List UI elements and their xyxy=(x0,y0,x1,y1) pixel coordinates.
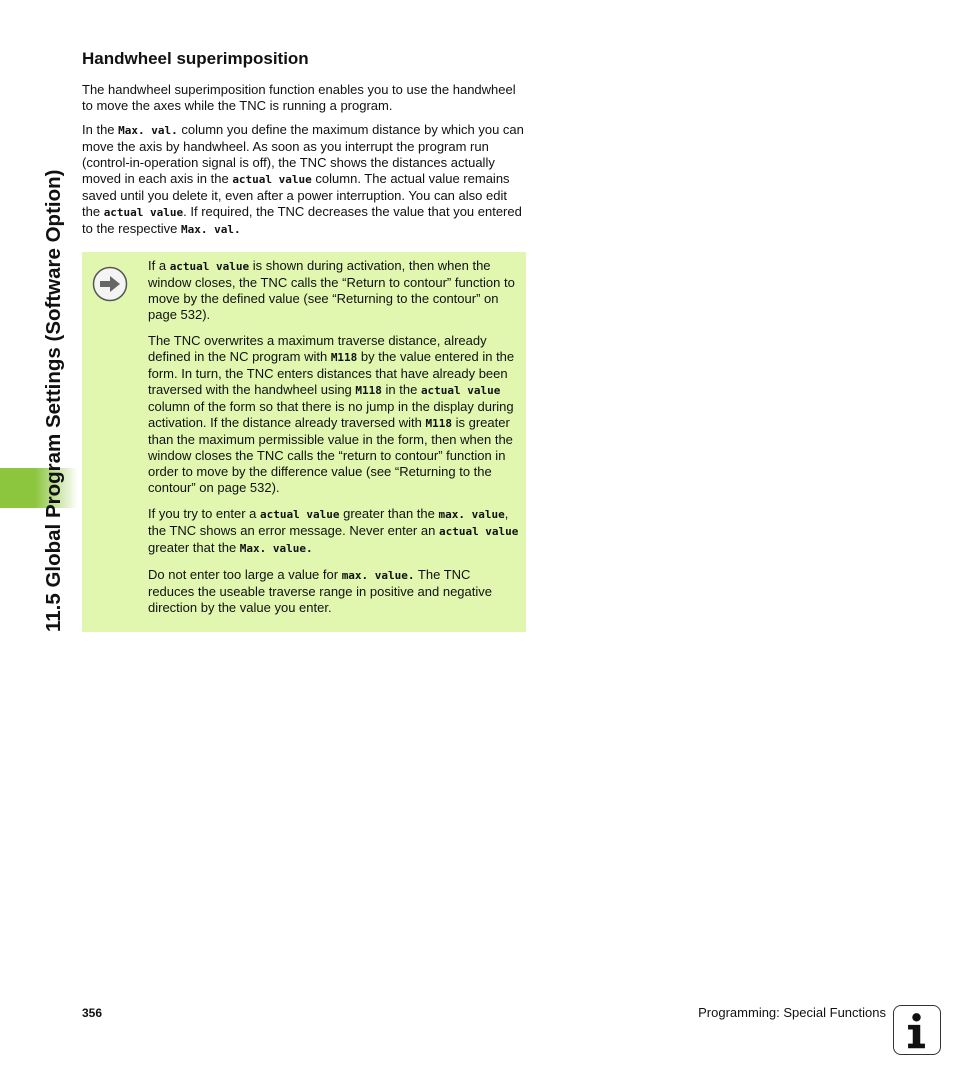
section-heading: Handwheel superimposition xyxy=(82,49,309,68)
text: column you define the maximum distance by which you can move the axis by handwheel. As soon as you interrupt the program run (control-in-operation signal is off), the TNC shows the distances actually moved in each axis in the xyxy=(82,122,524,186)
page-number: 356 xyxy=(82,1006,103,1020)
text: greater that the xyxy=(148,540,240,555)
text: column of the form so that there is no jump in the display during activation. If the distance already traversed with xyxy=(148,399,514,430)
note-body xyxy=(148,258,520,626)
code-term: actual value xyxy=(420,384,501,397)
note-paragraph-3 xyxy=(148,506,520,557)
code-term: Max. value. xyxy=(239,542,313,555)
code-term: actual value xyxy=(232,173,312,186)
code-term: actual value xyxy=(103,206,184,219)
info-icon xyxy=(893,1005,941,1055)
text: The TNC reduces the useable traverse range in positive and negative direction by the value you enter. xyxy=(148,567,492,615)
main-content xyxy=(82,48,526,246)
note-paragraph-4 xyxy=(148,567,520,616)
text: , the TNC shows an error message. Never enter an xyxy=(148,506,509,538)
max-val-paragraph xyxy=(82,122,526,238)
code-term: max. value. xyxy=(341,569,415,582)
code-term: Max. val. xyxy=(118,124,178,137)
code-term: Max. val. xyxy=(181,223,241,236)
text: is greater than the maximum permissible value in the form, then when the window closes the TNC calls the “return to contour” function in order to move by the difference value (see “Returning to the contour” on page 532). xyxy=(148,415,513,495)
note-paragraph-1 xyxy=(148,258,520,323)
text: In the xyxy=(82,122,119,137)
text: is shown during activation, then when the window closes, the TNC calls the “Return to contour” function to move by the defined value (see “Returning to the contour” on page 532). xyxy=(148,258,515,322)
text: in the xyxy=(381,382,421,397)
code-term: actual value xyxy=(260,508,340,521)
text: by the value entered in the form. In turn, the TNC enters distances that have already been traversed with the handwheel using xyxy=(148,349,515,397)
note-box xyxy=(82,252,526,632)
code-term: M118 xyxy=(355,384,382,397)
text: If a xyxy=(148,258,170,273)
code-term: M118 xyxy=(425,417,452,430)
code-term: actual value xyxy=(169,260,250,273)
text: . If required, the TNC decreases the value that you entered to the respective xyxy=(82,204,522,236)
text: greater than the xyxy=(339,506,439,521)
footer-chapter-title: Programming: Special Functions xyxy=(698,1005,886,1020)
intro-paragraph: The handwheel superimposition function enables you to use the handwheel to move the axes while the TNC is running a program. xyxy=(82,82,516,113)
chapter-tab-marker xyxy=(0,468,78,508)
text: Do not enter too large a value for xyxy=(148,567,342,582)
code-term: M118 xyxy=(330,351,358,364)
text: The TNC overwrites a maximum traverse distance, already defined in the NC program with xyxy=(148,333,487,364)
text: If you try to enter a xyxy=(148,506,260,521)
note-paragraph-2 xyxy=(148,333,520,496)
arrow-right-icon xyxy=(92,266,128,302)
code-term: max. value xyxy=(438,508,505,521)
text: column. The actual value remains saved until you delete it, even after a power interruption. You can also edit the xyxy=(82,171,510,219)
code-term: actual value xyxy=(438,525,519,538)
chapter-side-title: 11.5 Global Program Settings (Software Option) xyxy=(42,169,65,632)
